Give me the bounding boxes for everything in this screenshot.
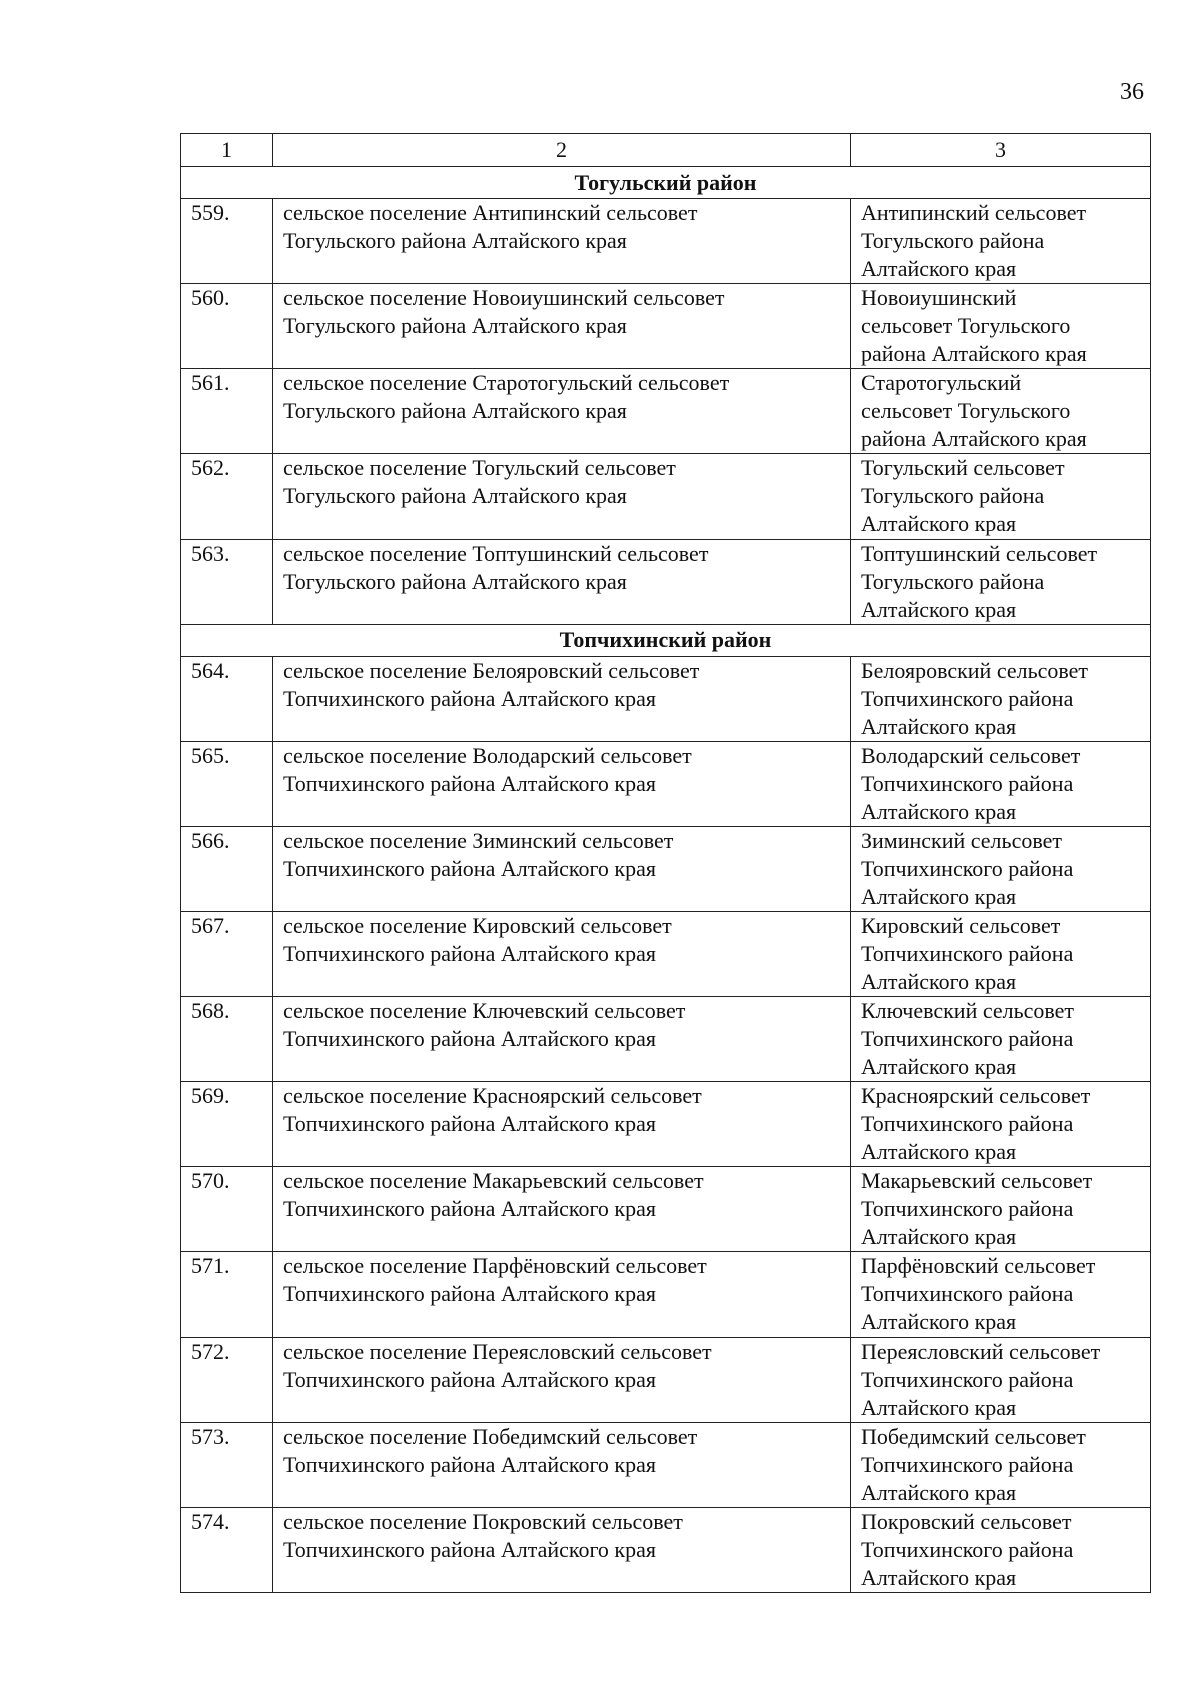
settlement-name-line: сельское поселение Новоиушинский сельсовет <box>283 285 725 311</box>
council-name-line: Алтайского края <box>861 1224 1017 1250</box>
table-row <box>181 826 1151 911</box>
row-number: 566. <box>181 826 273 911</box>
settlement-full-name <box>273 1507 851 1592</box>
settlement-full-name <box>273 997 851 1082</box>
council-name-line: Антипинский сельсовет <box>861 200 1087 226</box>
council-name <box>851 369 1151 454</box>
settlement-full-name <box>273 911 851 996</box>
settlement-full-name <box>273 1082 851 1167</box>
row-number: 563. <box>181 539 273 624</box>
council-name <box>851 1252 1151 1337</box>
council-name-line: Алтайского края <box>861 1139 1017 1165</box>
council-name <box>851 539 1151 624</box>
settlement-name-line: сельское поселение Топтушинский сельсовет <box>283 540 709 566</box>
settlement-name-line: сельское поселение Белояровский сельсовет <box>283 657 700 683</box>
council-name-line: Парфёновский сельсовет <box>861 1253 1096 1279</box>
settlement-name-line: сельское поселение Парфёновский сельсовет <box>283 1253 707 1279</box>
row-number: 560. <box>181 284 273 369</box>
council-name <box>851 741 1151 826</box>
section-header-row <box>181 167 1151 199</box>
settlement-full-name <box>273 741 851 826</box>
table-row <box>181 1337 1151 1422</box>
council-name-line: Топчихинского района <box>861 1111 1074 1137</box>
council-name-line: Алтайского края <box>861 1394 1017 1420</box>
council-name <box>851 1167 1151 1252</box>
settlement-name-line: Тогульского района Алтайского края <box>283 398 627 424</box>
settlement-full-name <box>273 656 851 741</box>
council-name-line: Алтайского края <box>861 713 1017 739</box>
settlement-full-name <box>273 199 851 284</box>
council-name-line: Новоиушинский <box>861 285 1017 311</box>
settlement-name-line: сельское поселение Ключевский сельсовет <box>283 998 686 1024</box>
settlement-full-name <box>273 1252 851 1337</box>
table-row <box>181 1082 1151 1167</box>
page-number: 36 <box>1120 79 1144 105</box>
council-name-line: Алтайского края <box>861 1564 1017 1590</box>
row-number: 567. <box>181 911 273 996</box>
settlement-full-name <box>273 1337 851 1422</box>
settlement-full-name <box>273 539 851 624</box>
council-name-line: Старотогульский <box>861 370 1022 396</box>
settlement-name-line: Топчихинского района Алтайского края <box>283 1281 657 1307</box>
council-name-line: Топчихинского района <box>861 940 1074 966</box>
council-name-line: Алтайского края <box>861 1309 1017 1335</box>
council-name-line: Топтушинский сельсовет <box>861 540 1098 566</box>
council-name-line: Тогульского района <box>861 228 1045 254</box>
settlement-name-line: сельское поселение Переясловский сельсовет <box>283 1338 712 1364</box>
settlement-name-line: Топчихинского района Алтайского края <box>283 940 657 966</box>
council-name-line: Топчихинского района <box>861 685 1074 711</box>
section-header-row <box>181 624 1151 656</box>
table-row <box>181 911 1151 996</box>
council-name-line: Ключевский сельсовет <box>861 998 1075 1024</box>
settlement-full-name <box>273 826 851 911</box>
settlement-name-line: сельское поселение Победимский сельсовет <box>283 1423 698 1449</box>
council-name-line: Зиминский сельсовет <box>861 827 1062 853</box>
settlement-name-line: Топчихинского района Алтайского края <box>283 1536 657 1562</box>
council-name <box>851 997 1151 1082</box>
council-name-line: Переясловский сельсовет <box>861 1338 1101 1364</box>
table-row <box>181 454 1151 539</box>
council-name-line: Топчихинского района <box>861 1451 1074 1477</box>
council-name <box>851 1507 1151 1592</box>
table-row <box>181 539 1151 624</box>
row-number: 569. <box>181 1082 273 1167</box>
column-header-2: 2 <box>273 134 851 167</box>
council-name <box>851 826 1151 911</box>
council-name-line: Кировский сельсовет <box>861 912 1061 938</box>
settlement-name-line: Топчихинского района Алтайского края <box>283 770 657 796</box>
settlement-name-line: Топчихинского района Алтайского края <box>283 685 657 711</box>
settlement-full-name <box>273 1422 851 1507</box>
settlement-name-line: Топчихинского района Алтайского края <box>283 1111 657 1137</box>
table-body <box>181 134 1151 1593</box>
council-name-line: сельсовет Тогульского <box>861 313 1071 339</box>
council-name-line: Алтайского края <box>861 511 1017 537</box>
settlement-name-line: сельское поселение Макарьевский сельсовет <box>283 1168 704 1194</box>
settlement-name-line: Тогульского района Алтайского края <box>283 568 627 594</box>
council-name-line: сельсовет Тогульского <box>861 398 1071 424</box>
council-name-line: Алтайского края <box>861 256 1017 282</box>
council-name-line: Алтайского края <box>861 798 1017 824</box>
council-name <box>851 656 1151 741</box>
council-name-line: Тогульский сельсовет <box>861 455 1065 481</box>
row-number: 570. <box>181 1167 273 1252</box>
council-name <box>851 199 1151 284</box>
settlement-name-line: Тогульского района Алтайского края <box>283 228 627 254</box>
row-number: 559. <box>181 199 273 284</box>
table-row <box>181 1507 1151 1592</box>
settlement-name-line: Топчихинского района Алтайского края <box>283 1366 657 1392</box>
table-row <box>181 1422 1151 1507</box>
council-name-line: Тогульского района <box>861 568 1045 594</box>
council-name <box>851 1337 1151 1422</box>
settlement-full-name <box>273 284 851 369</box>
row-number: 568. <box>181 997 273 1082</box>
row-number: 572. <box>181 1337 273 1422</box>
council-name-line: района Алтайского края <box>861 426 1087 452</box>
table-header-row <box>181 134 1151 167</box>
settlement-name-line: сельское поселение Покровский сельсовет <box>283 1508 683 1534</box>
council-name-line: Тогульского района <box>861 483 1045 509</box>
table-row <box>181 997 1151 1082</box>
council-name-line: Топчихинского района <box>861 1281 1074 1307</box>
council-name-line: Белояровский сельсовет <box>861 657 1089 683</box>
table-row <box>181 199 1151 284</box>
council-name <box>851 1082 1151 1167</box>
settlement-name-line: сельское поселение Володарский сельсовет <box>283 742 692 768</box>
settlement-name-line: Топчихинского района Алтайского края <box>283 855 657 881</box>
table-row <box>181 656 1151 741</box>
row-number: 571. <box>181 1252 273 1337</box>
settlement-name-line: сельское поселение Зиминский сельсовет <box>283 827 674 853</box>
council-name <box>851 454 1151 539</box>
settlements-table <box>180 133 1151 1593</box>
council-name-line: Красноярский сельсовет <box>861 1083 1091 1109</box>
table-row <box>181 741 1151 826</box>
settlement-name-line: сельское поселение Кировский сельсовет <box>283 912 672 938</box>
council-name-line: Макарьевский сельсовет <box>861 1168 1093 1194</box>
council-name-line: Алтайского края <box>861 1054 1017 1080</box>
council-name <box>851 911 1151 996</box>
settlement-name-line: сельское поселение Красноярский сельсовет <box>283 1083 702 1109</box>
table-row <box>181 1167 1151 1252</box>
settlement-name-line: Топчихинского района Алтайского края <box>283 1026 657 1052</box>
table-row <box>181 369 1151 454</box>
row-number: 562. <box>181 454 273 539</box>
section-title: Тогульский район <box>181 167 1151 199</box>
row-number: 561. <box>181 369 273 454</box>
row-number: 573. <box>181 1422 273 1507</box>
council-name-line: Алтайского края <box>861 1479 1017 1505</box>
column-header-1: 1 <box>181 134 273 167</box>
settlement-name-line: Тогульского района Алтайского края <box>283 313 627 339</box>
council-name-line: Победимский сельсовет <box>861 1423 1086 1449</box>
council-name-line: Алтайского края <box>861 883 1017 909</box>
council-name-line: Топчихинского района <box>861 1026 1074 1052</box>
row-number: 565. <box>181 741 273 826</box>
settlement-full-name <box>273 369 851 454</box>
council-name-line: Алтайского края <box>861 968 1017 994</box>
council-name-line: Топчихинского района <box>861 855 1074 881</box>
settlement-name-line: Тогульского района Алтайского края <box>283 483 627 509</box>
settlement-name-line: сельское поселение Старотогульский сельсовет <box>283 370 730 396</box>
settlement-name-line: Топчихинского района Алтайского края <box>283 1451 657 1477</box>
row-number: 574. <box>181 1507 273 1592</box>
council-name-line: Покровский сельсовет <box>861 1508 1072 1534</box>
council-name-line: Топчихинского района <box>861 770 1074 796</box>
council-name-line: Алтайского края <box>861 596 1017 622</box>
settlement-name-line: сельское поселение Тогульский сельсовет <box>283 455 676 481</box>
table-row <box>181 1252 1151 1337</box>
column-header-3: 3 <box>851 134 1151 167</box>
settlement-full-name <box>273 1167 851 1252</box>
row-number: 564. <box>181 656 273 741</box>
council-name-line: Топчихинского района <box>861 1536 1074 1562</box>
table-row <box>181 284 1151 369</box>
council-name-line: Володарский сельсовет <box>861 742 1081 768</box>
council-name-line: района Алтайского края <box>861 341 1087 367</box>
council-name <box>851 284 1151 369</box>
section-title: Топчихинский район <box>181 624 1151 656</box>
council-name-line: Топчихинского района <box>861 1196 1074 1222</box>
council-name <box>851 1422 1151 1507</box>
settlement-name-line: сельское поселение Антипинский сельсовет <box>283 200 698 226</box>
settlement-name-line: Топчихинского района Алтайского края <box>283 1196 657 1222</box>
council-name-line: Топчихинского района <box>861 1366 1074 1392</box>
settlement-full-name <box>273 454 851 539</box>
